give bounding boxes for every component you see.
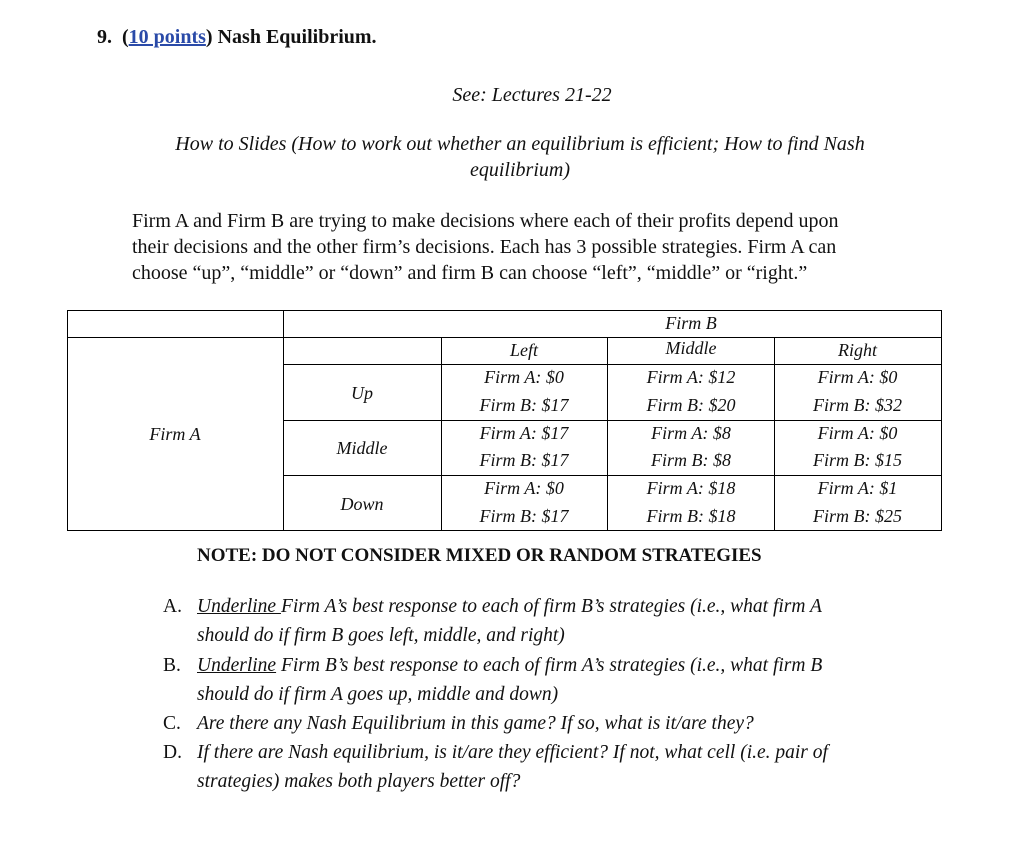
payoff-down-left-b: Firm B: $17 xyxy=(479,506,569,526)
payoff-middle-left-a: Firm A: $17 xyxy=(479,423,569,443)
question-a-line-2: should do if firm B goes left, middle, and right) xyxy=(197,625,565,646)
underline-word: Underline xyxy=(197,655,277,676)
how-to-line-1: How to Slides (How to work out whether an equilibrium is efficient; How to find Nash xyxy=(175,133,865,155)
payoff-up-left-b: Firm B: $17 xyxy=(479,395,569,415)
question-d-letter: D. xyxy=(163,742,182,763)
how-to-line-2: equilibrium) xyxy=(470,159,570,181)
see-lectures: See: Lectures 21-22 xyxy=(452,84,612,106)
column-left: Left xyxy=(509,340,538,360)
question-points: 10 points xyxy=(128,26,206,48)
question-c-letter: C. xyxy=(163,713,181,734)
payoff-down-middle-b: Firm B: $18 xyxy=(646,506,736,526)
payoff-down-middle-a: Firm A: $18 xyxy=(646,478,736,498)
payoff-down-right-a: Firm A: $1 xyxy=(817,478,898,498)
column-middle: Middle xyxy=(665,338,717,358)
question-a-line-1: Firm A’s best response to each of firm B’s strategies (i.e., what firm A xyxy=(280,596,822,617)
payoff-middle-middle-b: Firm B: $8 xyxy=(651,450,731,470)
payoff-up-middle-b: Firm B: $20 xyxy=(646,395,736,415)
question-c-line-1: Are there any Nash Equilibrium in this game? If so, what is it/are they? xyxy=(197,713,754,734)
question-d-line-2: strategies) makes both players better off? xyxy=(197,771,521,792)
question-d-line-1: If there are Nash equilibrium, is it/are they efficient? If not, what cell (i.e. pair of xyxy=(197,742,828,763)
payoff-down-right-b: Firm B: $25 xyxy=(813,506,902,526)
column-right: Right xyxy=(838,340,877,360)
question-title: Nash Equilibrium. xyxy=(217,26,377,48)
payoff-up-middle-a: Firm A: $12 xyxy=(646,367,736,387)
question-number: 9. xyxy=(97,26,112,48)
question-b-line-1: Firm B’s best response to each of firm A’s strategies (i.e., what firm B xyxy=(276,655,823,676)
payoff-up-right-b: Firm B: $32 xyxy=(813,395,902,415)
question-heading: 9. (10 points) Nash Equilibrium. xyxy=(97,26,377,48)
paragraph-line-1: Firm A and Firm B are trying to make decisions where each of their profits depend upon xyxy=(132,210,839,232)
paragraph-line-2: their decisions and the other firm’s decisions. Each has 3 possible strategies. Firm A can xyxy=(132,236,837,258)
question-a-letter: A. xyxy=(163,596,182,617)
question-b-line-2: should do if firm A goes up, middle and down) xyxy=(197,684,559,705)
payoff-middle-right-b: Firm B: $15 xyxy=(813,450,902,470)
payoff-up-left-a: Firm A: $0 xyxy=(484,367,564,387)
payoff-middle-left-b: Firm B: $17 xyxy=(479,450,569,470)
firm-b-header: Firm B xyxy=(665,313,717,333)
underline-word: Underline xyxy=(197,596,281,617)
payoff-middle-middle-a: Firm A: $8 xyxy=(651,423,731,443)
payoff-up-right-a: Firm A: $0 xyxy=(817,367,898,387)
row-down: Down xyxy=(340,494,384,514)
paragraph-line-3: choose “up”, “middle” or “down” and firm B can choose “left”, “middle” or “right.” xyxy=(132,262,808,284)
question-b-letter: B. xyxy=(163,655,181,676)
firm-a-header: Firm A xyxy=(149,424,201,444)
row-middle: Middle xyxy=(336,438,388,458)
payoff-down-left-a: Firm A: $0 xyxy=(484,478,564,498)
row-up: Up xyxy=(351,383,373,403)
note-text: NOTE: DO NOT CONSIDER MIXED OR RANDOM STRATEGIES xyxy=(197,545,762,566)
payoff-middle-right-a: Firm A: $0 xyxy=(817,423,898,443)
